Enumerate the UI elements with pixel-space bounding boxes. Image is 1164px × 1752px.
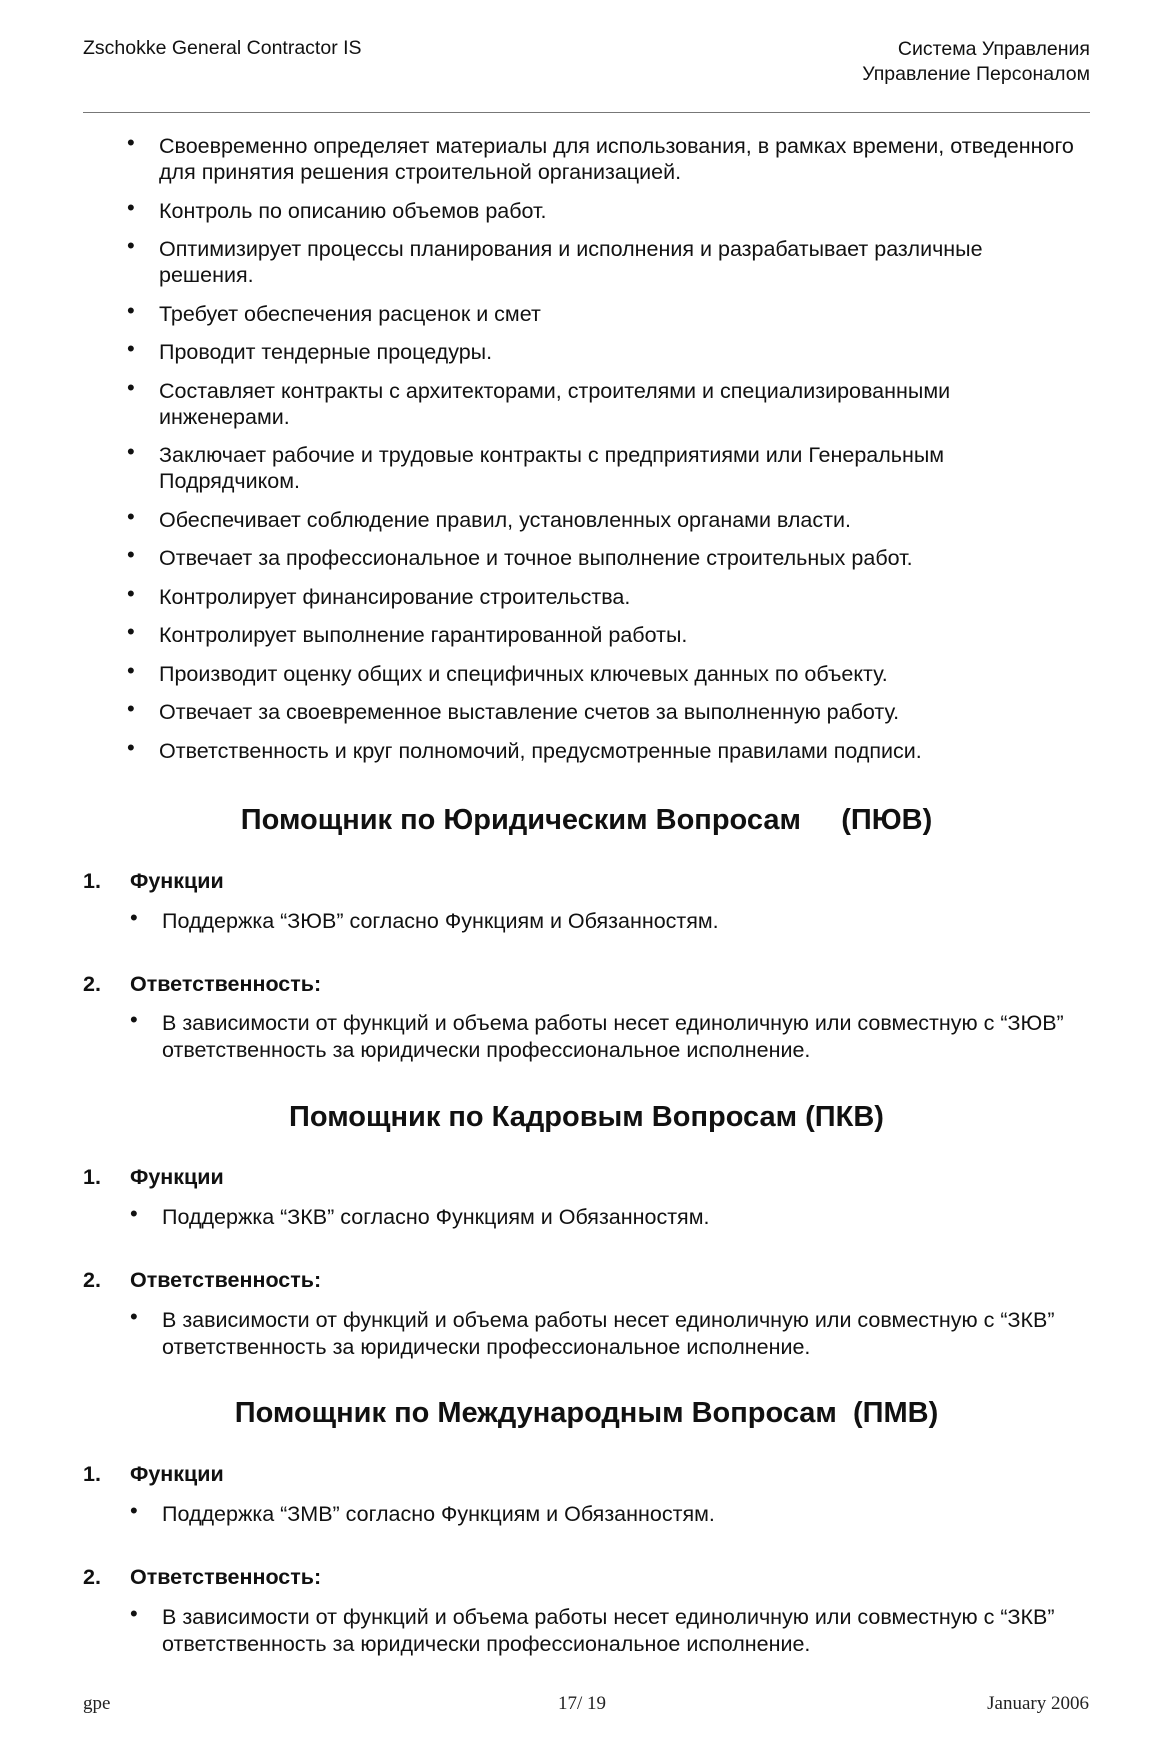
responsibility-item — [130, 1601, 1090, 1658]
list-item: • Контроль по описанию объемов работ. — [127, 198, 1077, 224]
responsibility-item — [130, 1007, 1090, 1064]
item-number: 2. — [83, 1565, 101, 1589]
list-item: • Составляет контракты с архитекторами, строителями и специализированными инженерами. — [127, 378, 1077, 430]
list-item: • Требует обеспечения расценок и смет — [127, 301, 1077, 327]
header-system: Система Управления — [897, 38, 1090, 60]
list-item: • Обеспечивает соблюдение правил, установленных органами власти. — [127, 507, 1077, 533]
list-item: • Оптимизирует процессы планирования и исполнения и разрабатывает различные решения. — [127, 236, 1077, 288]
header-company: Zschokke General Contractor IS — [83, 37, 362, 59]
page-number: 17/ 19 — [557, 1693, 607, 1714]
footer-date: January 2006 — [987, 1693, 1089, 1714]
list-item: • Ответственность и круг полномочий, предусмотренные правилами подписи. — [127, 738, 1077, 764]
bullet-icon: • — [130, 1201, 138, 1226]
responsibility-item — [130, 1304, 1090, 1361]
functions-text: Поддержка “ЗКВ” согласно Функциям и Обязанностям. — [162, 1205, 710, 1229]
functions-item — [130, 905, 1090, 935]
item-number: 1. — [83, 869, 101, 893]
bullet-icon: • — [130, 1007, 138, 1032]
item-label: Ответственность: — [130, 972, 322, 996]
header-right — [862, 37, 1090, 87]
functions-heading — [83, 1165, 224, 1190]
item-label: Ответственность: — [130, 1565, 322, 1589]
item-label: Ответственность: — [130, 1268, 322, 1292]
bullet-icon: • — [130, 1304, 138, 1329]
bullet-icon: • — [130, 1601, 138, 1626]
list-item: • Отвечает за профессиональное и точное выполнение строительных работ. — [127, 545, 1077, 571]
item-number: 2. — [83, 972, 101, 996]
item-number: 1. — [83, 1165, 101, 1189]
item-label: Функции — [130, 869, 224, 893]
list-item: • Контролирует финансирование строительства. — [127, 584, 1077, 610]
responsibility-text: В зависимости от функций и объема работы несет единоличную или совместную с “ЗКВ” ответственность за юридически профессиональное исполнение. — [162, 1605, 1055, 1656]
responsibility-heading — [83, 972, 321, 997]
bullet-icon: • — [130, 1498, 138, 1523]
item-label: Функции — [130, 1165, 224, 1189]
responsibility-text: В зависимости от функций и объема работы несет единоличную или совместную с “ЗЮВ” ответственность за юридически профессиональное исполнение. — [162, 1011, 1064, 1062]
header-department: Управление Персоналом — [862, 63, 1090, 85]
bullet-icon: • — [130, 905, 138, 930]
item-number: 1. — [83, 1462, 101, 1486]
page-header — [83, 37, 1090, 113]
list-item: • Контролирует выполнение гарантированной работы. — [127, 622, 1077, 648]
item-number: 2. — [83, 1268, 101, 1292]
functions-text: Поддержка “ЗЮВ” согласно Функциям и Обязанностям. — [162, 909, 719, 933]
responsibility-text: В зависимости от функций и объема работы несет единоличную или совместную с “ЗКВ” ответственность за юридически профессиональное исполнение. — [162, 1308, 1055, 1359]
section-title-hr: Помощник по Кадровым Вопросам (ПКВ) — [289, 1101, 884, 1133]
functions-text: Поддержка “ЗМВ” согласно Функциям и Обязанностям. — [162, 1502, 715, 1526]
list-item: • Проводит тендерные процедуры. — [127, 339, 1077, 365]
list-item: • Заключает рабочие и трудовые контракты с предприятиями или Генеральным Подрядчиком. — [127, 442, 1077, 494]
responsibility-heading — [83, 1268, 321, 1293]
functions-heading — [83, 1462, 224, 1487]
footer-author: gpe — [83, 1693, 111, 1714]
section-title-international: Помощник по Международным Вопросам (ПМВ) — [234, 1397, 939, 1429]
duties-list — [127, 133, 1077, 776]
list-item: • Производит оценку общих и специфичных ключевых данных по объекту. — [127, 661, 1077, 687]
item-label: Функции — [130, 1462, 224, 1486]
functions-item — [130, 1498, 1090, 1528]
list-item: • Своевременно определяет материалы для использования, в рамках времени, отведенного для принятия решения строительной организацией. — [127, 133, 1077, 185]
functions-heading — [83, 869, 224, 894]
section-title-legal: Помощник по Юридическим Вопросам (ПЮВ) — [240, 804, 933, 836]
responsibility-heading — [83, 1565, 321, 1590]
functions-item — [130, 1201, 1090, 1231]
list-item: • Отвечает за своевременное выставление счетов за выполненную работу. — [127, 699, 1077, 725]
